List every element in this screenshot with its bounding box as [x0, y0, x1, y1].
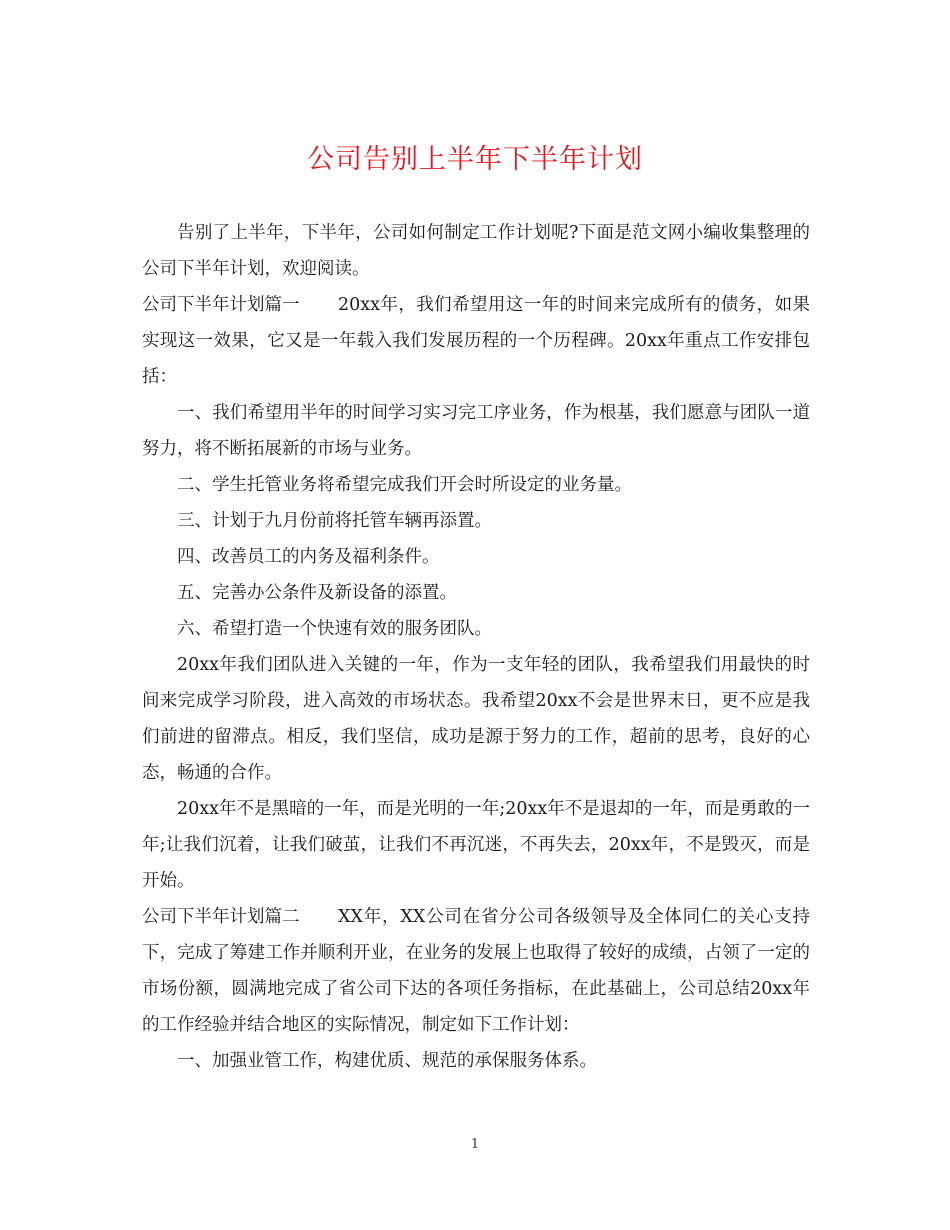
paragraph: 20xx年我们团队进入关键的一年，作为一支年轻的团队，我希望我们用最快的时间来完成学习阶段，进入高效的市场状态。我希望20xx不会是世界末日，更不应是我们前进的留滞点。相反，我们坚信，成功是源于努力的工作，超前的思考，良好的心态，畅通的合作。 [142, 655, 810, 783]
section-paragraph [142, 899, 810, 1043]
paragraph: 三、计划于九月份前将托管车辆再添置。 [177, 511, 492, 531]
paragraph: 20xx年不是黑暗的一年，而是光明的一年;20xx年不是退却的一年，而是勇敢的一年;让我们沉着，让我们破茧，让我们不再沉迷，不再失去，20xx年，不是毁灭，而是开始。 [142, 799, 810, 891]
paragraph: 二、学生托管业务将希望完成我们开会时所设定的业务量。 [177, 475, 632, 495]
document-body [142, 215, 810, 1079]
paragraph: 四、改善员工的内务及福利条件。 [177, 547, 440, 567]
paragraph: 六、希望打造一个快速有效的服务团队。 [177, 619, 492, 639]
section-heading: 公司下半年计划篇一 [142, 295, 300, 315]
paragraph: 一、我们希望用半年的时间学习实习完工序业务，作为根基，我们愿意与团队一道努力，将不断拓展新的市场与业务。 [142, 403, 810, 459]
paragraph: 一、加强业管工作，构建优质、规范的承保服务体系。 [177, 1051, 597, 1071]
section-heading: 公司下半年计划篇二 [142, 907, 300, 927]
section-paragraph [142, 287, 810, 395]
paragraph: 告别了上半年，下半年，公司如何制定工作计划呢?下面是范文网小编收集整理的公司下半年计划，欢迎阅读。 [142, 223, 810, 279]
page-number: 1 [470, 1137, 480, 1152]
section-text: 20xx年，我们希望用这一年的时间来完成所有的债务，如果实现这一效果，它又是一年载入我们发展历程的一个历程碑。20xx年重点工作安排包括： [142, 295, 810, 387]
document-title: 公司告别上半年下半年计划 [307, 144, 643, 175]
paragraph: 五、完善办公条件及新设备的添置。 [177, 583, 457, 603]
section-text: XX年，XX公司在省分公司各级领导及全体同仁的关心支持下，完成了筹建工作并顺利开业，在业务的发展上也取得了较好的成绩，占领了一定的市场份额，圆满地完成了省公司下达的各项任务指标，在此基础上，公司总结20xx年的工作经验并结合地区的实际情况，制定如下工作计划： [142, 907, 810, 1035]
